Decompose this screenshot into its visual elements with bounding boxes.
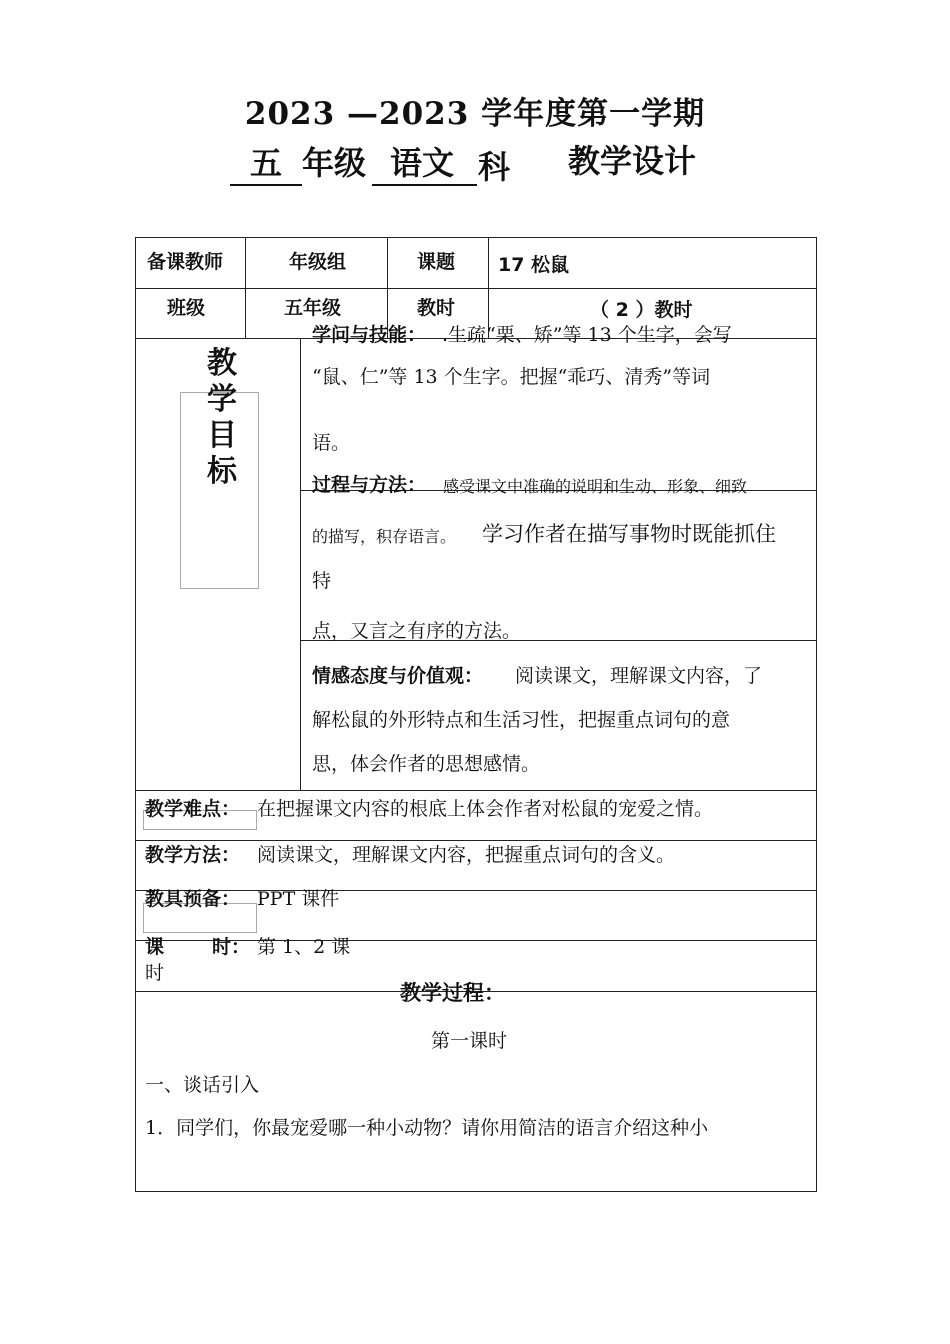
design-title: 教学设计 xyxy=(568,142,697,180)
emotion-label: 情感态度与价值观： xyxy=(312,665,484,687)
period-value-wrap: 时 xyxy=(145,962,165,984)
semester-title: 2023 —2023 学年度第一学期 xyxy=(244,96,706,132)
process-heading: 教学过程： xyxy=(400,981,505,1005)
process-line2b: 学习作者在描写事物时既能抓住 xyxy=(482,522,776,546)
process-label: 过程与方法： xyxy=(312,474,427,496)
knowledge-line1: .生疏“栗、矫”等 13 个生字，会写 xyxy=(442,324,732,346)
lesson-title: 第一课时 xyxy=(431,1030,508,1052)
topic-label: 课题 xyxy=(417,251,456,273)
process-line2a: 的描写，积存语言。 xyxy=(312,527,457,546)
period-label-first: 课 xyxy=(145,936,165,958)
period-value: 第 1、2 课 xyxy=(257,936,351,958)
hours-value: （ 2 ）教时 xyxy=(590,299,693,321)
subject-underline xyxy=(372,184,477,186)
goals-label: 教学目标 xyxy=(207,346,237,489)
difficulty-label: 教学难点： xyxy=(145,798,241,820)
section-title: 一、谈话引入 xyxy=(145,1074,260,1096)
process-item: 1．同学们，你最宠爱哪一种小动物？请你用简洁的语言介绍这种小 xyxy=(145,1117,709,1139)
knowledge-line2: “鼠、仁”等 13 个生字。把握“乖巧、清秀”等词 xyxy=(312,366,711,388)
tools-label: 教具预备： xyxy=(145,888,241,910)
process-line3: 特 xyxy=(312,570,332,592)
subject-value: 语文 xyxy=(390,144,455,182)
process-line1: 感受课文中准确的说明和生动、形象、细致 xyxy=(443,477,748,496)
knowledge-line3: 语。 xyxy=(312,432,351,454)
emotion-line3: 思，体会作者的思想感情。 xyxy=(312,753,541,775)
hours-label: 教时 xyxy=(417,297,456,319)
knowledge-label: 学问与技能： xyxy=(312,324,427,346)
method-value: 阅读课文，理解课文内容，把握重点词句的含义。 xyxy=(257,844,676,866)
method-label: 教学方法： xyxy=(145,844,241,866)
tools-value: PPT 课件 xyxy=(257,888,340,910)
emotion-line1: 阅读课文，理解课文内容，了 xyxy=(515,665,763,687)
grade-suffix: 年级 xyxy=(302,144,367,182)
class-label: 班级 xyxy=(167,297,206,319)
teacher-label: 备课教师 xyxy=(147,251,224,273)
group-label: 年级组 xyxy=(289,251,347,273)
grade-value: 五 xyxy=(250,144,283,182)
process-line4: 点，又言之有序的方法。 xyxy=(312,620,522,642)
grade-underline xyxy=(230,184,302,186)
emotion-line2: 解松鼠的外形特点和生活习性，把握重点词句的意 xyxy=(312,709,731,731)
subject-suffix: 科 xyxy=(478,148,511,186)
period-label-second: 时： xyxy=(212,936,251,958)
topic-value: 17 松鼠 xyxy=(498,254,570,276)
difficulty-value: 在把握课文内容的根底上体会作者对松鼠的宠爱之情。 xyxy=(257,798,714,820)
class-value: 五年级 xyxy=(284,297,342,319)
